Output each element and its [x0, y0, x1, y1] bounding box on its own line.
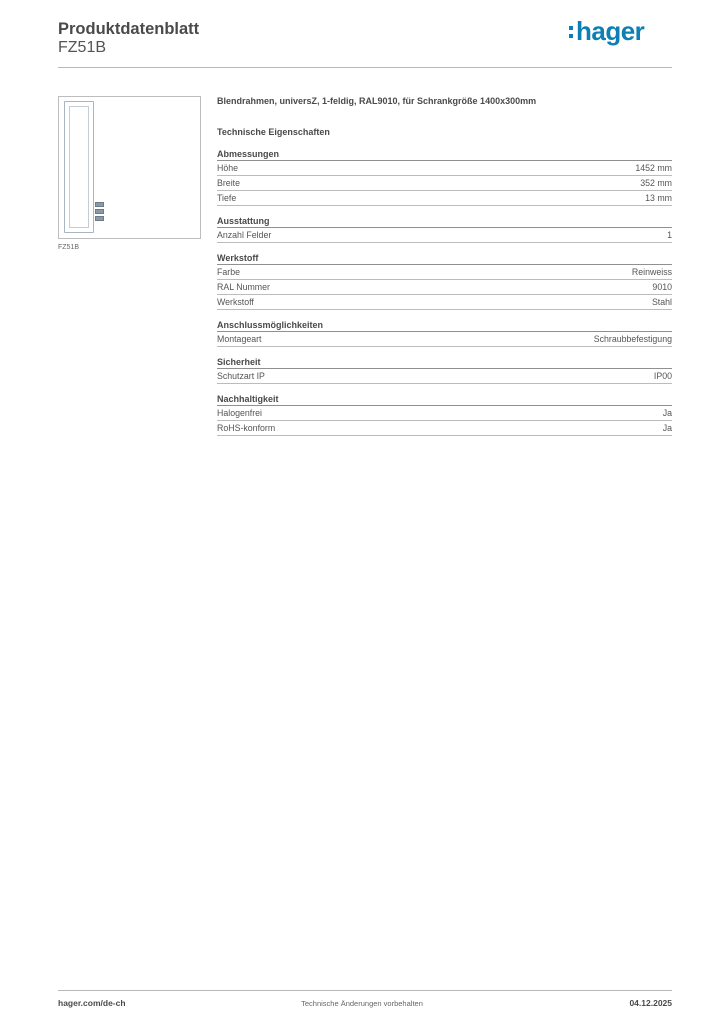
row-label: Schutzart IP: [217, 371, 265, 381]
page-title: Produktdatenblatt: [58, 20, 200, 38]
row-value: 9010: [652, 282, 672, 292]
table-row: [217, 369, 672, 384]
row-label: RAL Nummer: [217, 282, 270, 292]
table-row: [217, 265, 672, 280]
logo-text: hager: [576, 16, 645, 46]
row-value: Stahl: [651, 297, 672, 307]
row-label: Höhe: [217, 163, 239, 173]
section-material: [217, 252, 672, 310]
row-label: RoHS-konform: [217, 423, 276, 433]
section-title: Werkstoff: [217, 252, 672, 265]
row-value: Ja: [662, 423, 672, 433]
footer-divider: [58, 990, 672, 991]
row-label: Anzahl Felder: [217, 230, 272, 240]
mounting-bracket: [95, 209, 104, 214]
table-row: [217, 406, 672, 421]
section-safety: [217, 356, 672, 384]
table-row: [217, 332, 672, 347]
product-image: [58, 96, 201, 239]
row-value: 1: [667, 230, 672, 240]
section-title: Ausstattung: [217, 215, 672, 228]
footer-website-link[interactable]: hager.com/de-ch: [58, 998, 126, 1008]
row-value: Reinweiss: [631, 267, 672, 277]
table-row: [217, 191, 672, 206]
row-value: IP00: [653, 371, 672, 381]
row-label: Farbe: [217, 267, 240, 277]
section-title: Sicherheit: [217, 356, 672, 369]
row-label: Montageart: [217, 334, 262, 344]
mounting-bracket: [95, 216, 104, 221]
row-label: Breite: [217, 178, 240, 188]
technical-properties-heading: Technische Eigenschaften: [217, 127, 330, 137]
row-value: 352 mm: [640, 178, 672, 188]
table-row: [217, 295, 672, 310]
hager-logo: [568, 16, 658, 48]
frame-outline: [64, 101, 94, 233]
product-description: Blendrahmen, universZ, 1-feldig, RAL9010, für Schrankgröße 1400x300mm: [217, 96, 537, 106]
product-code: FZ51B: [58, 39, 107, 56]
section-equipment: [217, 215, 672, 243]
row-label: Werkstoff: [217, 297, 254, 307]
mounting-bracket: [95, 202, 104, 207]
row-label: Tiefe: [217, 193, 237, 203]
table-row: [217, 421, 672, 436]
row-value: 1452 mm: [635, 163, 672, 173]
table-row: [217, 161, 672, 176]
row-label: Halogenfrei: [217, 408, 262, 418]
frame-opening: [69, 106, 89, 228]
table-row: [217, 280, 672, 295]
row-value: Ja: [662, 408, 672, 418]
table-row: [217, 176, 672, 191]
image-caption: FZ51B: [58, 244, 80, 251]
section-title: Nachhaltigkeit: [217, 393, 672, 406]
row-value: Schraubbefestigung: [593, 334, 672, 344]
table-row: [217, 228, 672, 243]
footer-notice: Technische Änderungen vorbehalten: [301, 999, 423, 1008]
header-divider: [58, 67, 672, 68]
section-title: Anschlussmöglichkeiten: [217, 319, 672, 332]
footer-date: 04.12.2025: [629, 998, 672, 1008]
section-sustainability: [217, 393, 672, 436]
row-value: 13 mm: [645, 193, 672, 203]
section-title: Abmessungen: [217, 148, 672, 161]
section-dimensions: [217, 148, 672, 206]
section-connection: [217, 319, 672, 347]
product-details: [217, 96, 672, 445]
